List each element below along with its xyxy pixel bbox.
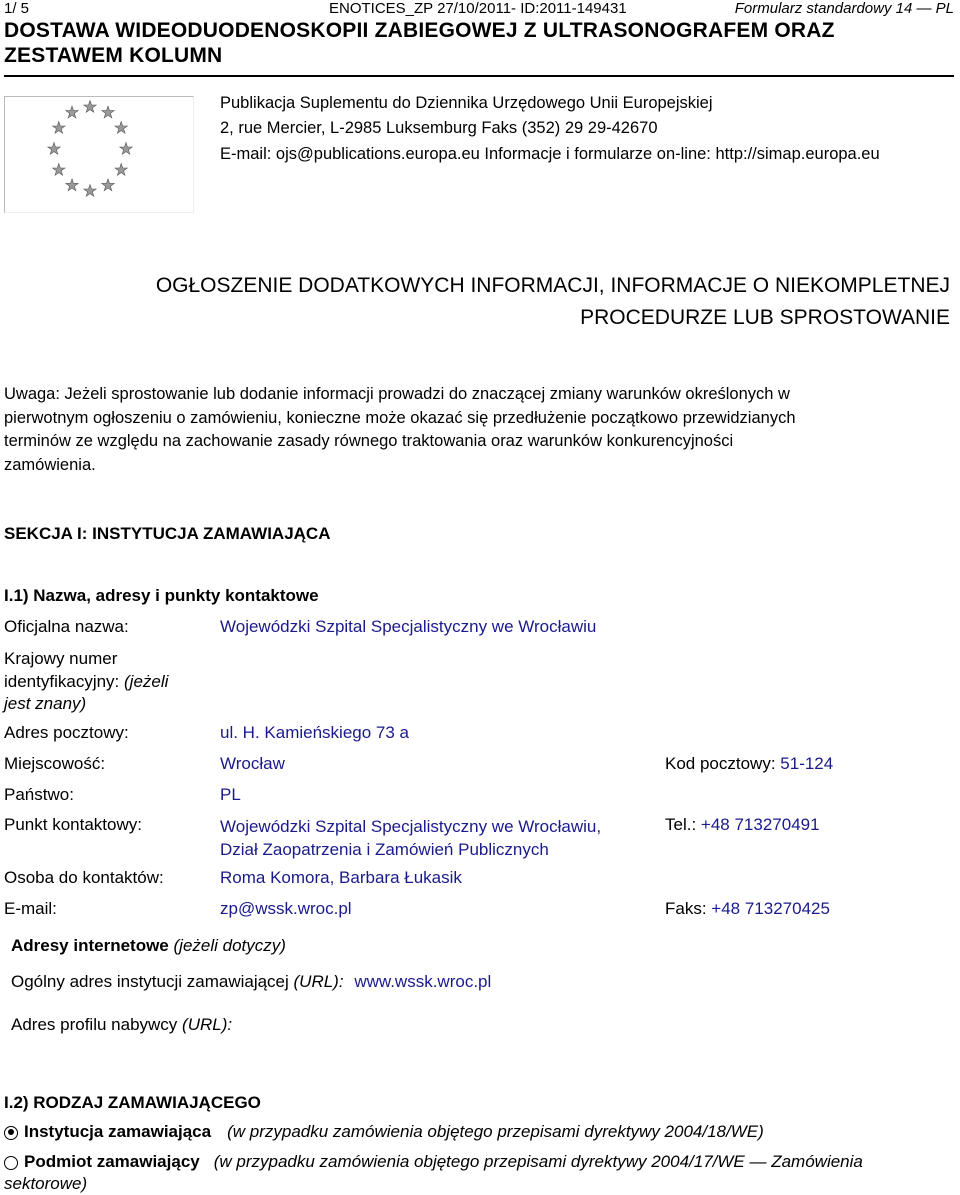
internet-heading-note: (jeżeli dotyczy) — [173, 936, 286, 955]
option-note-continued: sektorowe) — [4, 1174, 88, 1193]
national-id-label — [4, 648, 168, 716]
form-type: Formularz standardowy 14 — PL — [734, 0, 954, 17]
national-id-label-line: Krajowy numer — [4, 649, 118, 668]
title-divider — [4, 75, 954, 77]
eu-star-icon — [48, 143, 60, 155]
notice-reference: ENOTICES_ZP 27/10/2011- ID:2011-149431 — [329, 0, 627, 17]
country-label: Państwo: — [4, 785, 74, 804]
notice-line: Uwaga: Jeżeli sprostowanie lub dodanie informacji prowadzi do znaczącej zmiany warunków określonych w — [4, 385, 790, 403]
buyer-profile-field — [11, 1015, 232, 1035]
eu-star-icon — [84, 101, 96, 113]
section-title: SEKCJA I: INSTYTUCJA ZAMAWIAJĄCA — [4, 524, 331, 543]
document-title — [4, 18, 954, 68]
eu-star-icon — [115, 122, 127, 134]
option-note: (w przypadku zamówienia objętego przepisami dyrektywy 2004/18/WE) — [227, 1122, 764, 1141]
title-line-1: DOSTAWA WIDEODUODENOSKOPII ZABIEGOWEJ Z ULTRASONOGRAFEM ORAZ — [4, 19, 835, 42]
contact-person-label: Osoba do kontaktów: — [4, 868, 164, 887]
notice-line: pierwotnym ogłoszeniu o zamówieniu, konieczne może okazać się przedłużenie początkowo przewidzianych — [4, 408, 796, 427]
eu-star-icon — [102, 179, 114, 191]
notice-heading-line-1: OGŁOSZENIE DODATKOWYCH INFORMACJI, INFORMACJE O NIEKOMPLETNEJ — [155, 274, 950, 297]
buyer-profile-label: Adres profilu nabywcy — [11, 1015, 183, 1034]
general-url-value[interactable]: www.wssk.wroc.pl — [354, 972, 492, 991]
eu-star-icon — [53, 164, 65, 176]
contact-point-label: Punkt kontaktowy: — [4, 815, 142, 834]
publisher-contact: E-mail: ojs@publications.europa.eu Informacje i formularze on-line: http://simap.europa.eu — [220, 145, 880, 163]
email-value[interactable]: zp@wssk.wroc.pl — [220, 899, 352, 918]
official-name-label: Oficjalna nazwa: — [4, 617, 129, 636]
tel-label: Tel.: — [665, 815, 701, 834]
option-note: (w przypadku zamówienia objętego przepisami dyrektywy 2004/17/WE — Zamówienia — [213, 1152, 863, 1171]
national-id-label-line — [4, 671, 168, 694]
official-name-value: Wojewódzki Szpital Specjalistyczny we Wrocławiu — [220, 617, 597, 636]
internet-addresses-heading — [11, 936, 286, 956]
national-id-label-text: identyfikacyjny: — [4, 671, 124, 691]
buyer-profile-label-note: (URL): — [182, 1015, 233, 1034]
notice-line: zamówienia. — [4, 455, 96, 474]
country-value: PL — [220, 785, 241, 804]
eu-star-icon — [115, 164, 127, 176]
option-contracting-authority — [4, 1122, 764, 1142]
title-line-2: ZESTAWEM KOLUMN — [4, 44, 223, 67]
eu-star-icon — [53, 122, 65, 134]
postcode-label: Kod pocztowy: — [665, 754, 781, 773]
city-label: Miejscowość: — [4, 754, 106, 773]
national-id-label-note: jest znany) — [4, 694, 87, 713]
eu-star-icon — [66, 106, 78, 118]
postal-address-value: ul. H. Kamieńskiego 73 a — [220, 723, 409, 742]
page-number: 1/ 5 — [4, 0, 30, 17]
publisher-address: 2, rue Mercier, L-2985 Luksemburg Faks (352) 29 29-42670 — [220, 119, 658, 137]
notice-line: terminów ze względu na zachowanie zasady równego traktowania oraz warunków konkurencyjności — [4, 432, 734, 450]
tel-field — [665, 815, 820, 835]
eu-star-icon — [102, 106, 114, 118]
fax-field — [665, 899, 830, 919]
fax-label: Faks: — [665, 899, 712, 918]
contact-point-line: Dział Zaopatrzenia i Zamówień Publicznych — [220, 840, 549, 859]
eu-star-icon — [66, 179, 78, 191]
fax-value: +48 713270425 — [711, 899, 830, 918]
page-header — [4, 0, 954, 18]
subsection-i2-title: I.2) RODZAJ ZAMAWIAJĄCEGO — [4, 1093, 261, 1112]
internet-heading-text: Adresy internetowe — [11, 936, 174, 955]
eu-star-icon — [120, 143, 132, 155]
tel-value: +48 713270491 — [700, 815, 820, 834]
option-label: Instytucja zamawiająca — [24, 1122, 212, 1141]
general-url-field — [11, 972, 491, 992]
general-url-label: Ogólny adres instytucji zamawiającej — [11, 972, 294, 991]
notice-paragraph — [4, 383, 924, 477]
publisher-line-1: Publikacja Suplementu do Dziennika Urzędowego Unii Europejskiej — [220, 94, 713, 112]
notice-heading-line-2: PROCEDURZE LUB SPROSTOWANIE — [580, 306, 950, 329]
city-value: Wrocław — [220, 754, 285, 773]
general-url-label-note: (URL): — [293, 972, 344, 991]
eu-stars-icon — [5, 97, 193, 212]
contact-point-value — [220, 815, 601, 861]
option-contracting-entity — [4, 1151, 956, 1195]
postcode-value: 51-124 — [780, 754, 834, 773]
postal-address-label: Adres pocztowy: — [4, 723, 129, 742]
national-id-label-note: (jeżeli — [124, 671, 169, 691]
contact-person-value: Roma Komora, Barbara Łukasik — [220, 868, 462, 887]
eu-star-icon — [84, 185, 96, 197]
radio-selected-icon[interactable] — [4, 1126, 18, 1140]
subsection-i1-title: I.1) Nazwa, adresy i punkty kontaktowe — [4, 586, 319, 605]
radio-unselected-icon[interactable] — [4, 1156, 18, 1170]
email-label: E-mail: — [4, 899, 57, 918]
option-label: Podmiot zamawiający — [24, 1152, 200, 1171]
national-id-label-line — [4, 693, 168, 716]
contact-point-line: Wojewódzki Szpital Specjalistyczny we Wrocławiu, — [220, 817, 602, 836]
notice-heading — [0, 270, 950, 334]
postcode-field — [665, 754, 833, 774]
eu-flag-logo — [4, 96, 194, 213]
